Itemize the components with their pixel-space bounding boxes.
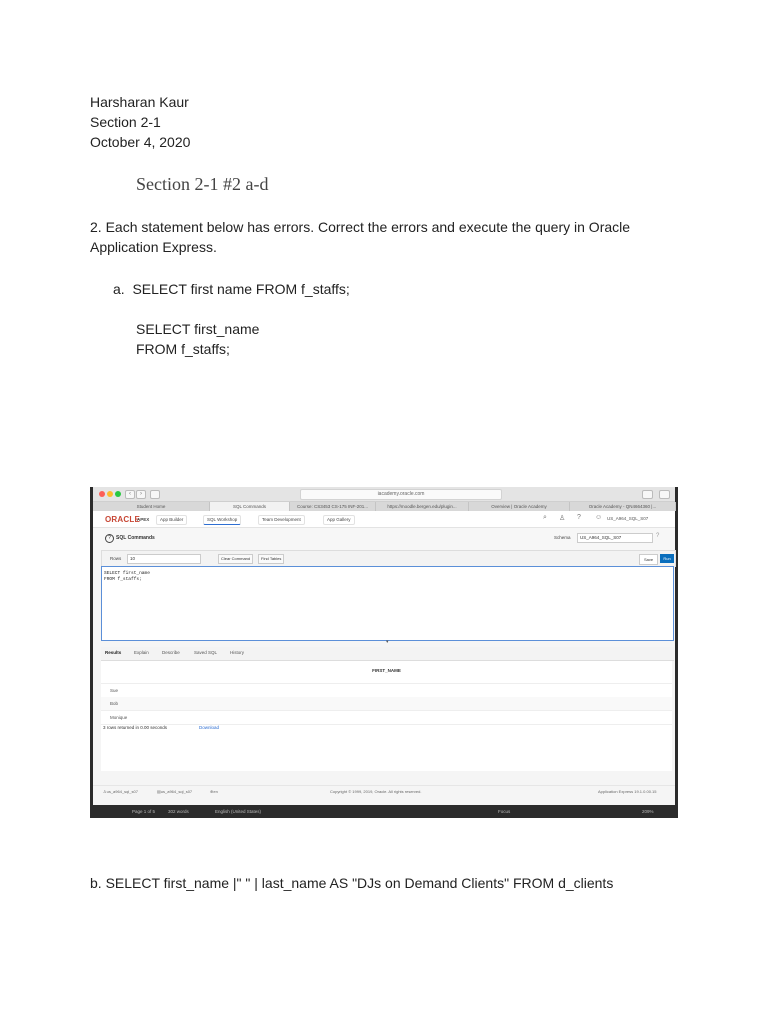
page-count: Page 1 of 5 xyxy=(132,809,156,814)
footer-language: ⊕ en xyxy=(210,789,218,794)
menu-team-development: Team Development xyxy=(258,515,305,525)
oracle-logo: ORACLE xyxy=(105,515,140,524)
footer-schema: ▤ us_a964_sql_s07 xyxy=(157,789,193,794)
table-cell: Bob xyxy=(110,701,119,706)
browser-tab: Student Home xyxy=(93,502,210,511)
apex-topbar xyxy=(93,511,675,528)
table-cell: Sue xyxy=(110,688,119,693)
minimize-dot-icon xyxy=(107,491,113,497)
sidebar-icon xyxy=(150,490,160,499)
save-button: Save xyxy=(639,554,658,565)
schema-select: US_A964_SQL_S07 xyxy=(577,533,653,543)
close-dot-icon xyxy=(99,491,105,497)
footer-copyright: Copyright © 1999, 2019, Oracle. All rights reserved. xyxy=(330,789,422,794)
results-tabs xyxy=(101,647,674,661)
help-icon: ? xyxy=(577,514,581,521)
zoom-dot-icon xyxy=(115,491,121,497)
forward-icon: › xyxy=(136,490,146,499)
table-row xyxy=(101,697,672,711)
tab-explain: Explain xyxy=(134,650,149,655)
download-link: Download xyxy=(199,725,220,730)
question-intro: 2. Each statement below has errors. Correct the errors and execute the query in Oracle Application Express. xyxy=(90,219,631,255)
column-header: FIRST_NAME xyxy=(372,668,401,673)
search-icon: ⌕ xyxy=(543,514,547,521)
table-row xyxy=(101,683,672,698)
rows-label: Rows xyxy=(110,556,122,561)
schema-help-icon: ? xyxy=(656,533,660,539)
word-status-bar xyxy=(90,805,678,818)
results-panel xyxy=(101,661,672,771)
browser-tab: SQL Commands xyxy=(210,502,290,512)
help-circle-icon: ? xyxy=(105,534,114,543)
browser-tab: https://moodle.bergen.edu/plugin... xyxy=(376,502,469,511)
footer-version: Application Express 19.1.0.00.15 xyxy=(598,789,657,794)
browser-tabs xyxy=(93,502,675,511)
footer-user: ♙ us_a964_sql_s07 xyxy=(103,789,138,794)
tab-saved-sql: Saved SQL xyxy=(194,650,218,655)
schema-label: Schema xyxy=(554,535,571,540)
sql-controls xyxy=(101,550,676,567)
clear-command-button: Clear Command xyxy=(218,554,253,564)
item-a-fix-line1: SELECT first_name xyxy=(136,321,260,337)
back-icon: ‹ xyxy=(125,490,135,499)
rows-returned-status: 3 rows returned in 0.00 seconds xyxy=(103,725,168,730)
sql-commands-title: SQL Commands xyxy=(116,535,155,541)
sql-commands-bar xyxy=(93,528,675,550)
sql-editor-text: SELECT first_name FROM f_staffs; xyxy=(104,571,150,582)
author-name: Harsharan Kaur xyxy=(90,94,189,110)
tab-results: Results xyxy=(105,650,122,655)
item-a-marker: a. xyxy=(113,281,125,297)
menu-app-builder: App Builder xyxy=(156,515,187,525)
user-name: US_A964_SQL_S07 xyxy=(607,516,649,521)
menu-sql-workshop: SQL Workshop xyxy=(203,515,241,525)
browser-tab: Overview | Oracle Academy xyxy=(469,502,570,511)
section-label: Section 2-1 xyxy=(90,114,161,130)
table-cell: Monique xyxy=(110,715,128,720)
zoom-level: 209% xyxy=(642,809,654,814)
address-bar: iacademy.oracle.com xyxy=(300,489,502,500)
document-title: Section 2-1 #2 a-d xyxy=(136,174,269,194)
word-count: 302 words xyxy=(168,809,189,814)
browser-tab: Course: CS3453 CS-175 INF-201... xyxy=(290,502,376,511)
rows-select: 10 xyxy=(127,554,201,564)
user-icon: ☺ xyxy=(595,514,603,521)
document-language: English (United States) xyxy=(215,809,262,814)
user-admin-icon: ♙ xyxy=(559,515,566,522)
document-date: October 4, 2020 xyxy=(90,134,191,150)
menu-app-gallery: App Gallery xyxy=(323,515,355,525)
table-row xyxy=(101,711,672,725)
item-b: b. SELECT first_name |" " | last_name AS "DJs on Demand Clients" FROM d_clients xyxy=(90,875,614,891)
browser-tab: Oracle Academy - QN4664360 |... xyxy=(570,502,676,511)
item-a-original: SELECT first name FROM f_staffs; xyxy=(132,281,350,297)
tab-describe: Describe xyxy=(162,650,180,655)
item-a xyxy=(113,279,350,299)
run-button: Run xyxy=(660,554,674,563)
tab-history: History xyxy=(230,650,245,655)
browser-toolbar xyxy=(93,487,675,502)
embedded-screenshot xyxy=(90,487,678,818)
focus-mode: Focus xyxy=(498,809,511,814)
browser-window xyxy=(93,487,675,805)
item-a-fix-line2: FROM f_staffs; xyxy=(136,341,230,357)
resize-handle-icon: ▾ xyxy=(386,639,389,645)
find-tables-button: Find Tables xyxy=(258,554,284,564)
apex-label: APEX xyxy=(137,517,150,522)
sql-editor xyxy=(101,566,674,641)
apex-footer xyxy=(93,785,675,797)
tabs-overview-icon xyxy=(659,490,670,499)
share-icon xyxy=(642,490,653,499)
